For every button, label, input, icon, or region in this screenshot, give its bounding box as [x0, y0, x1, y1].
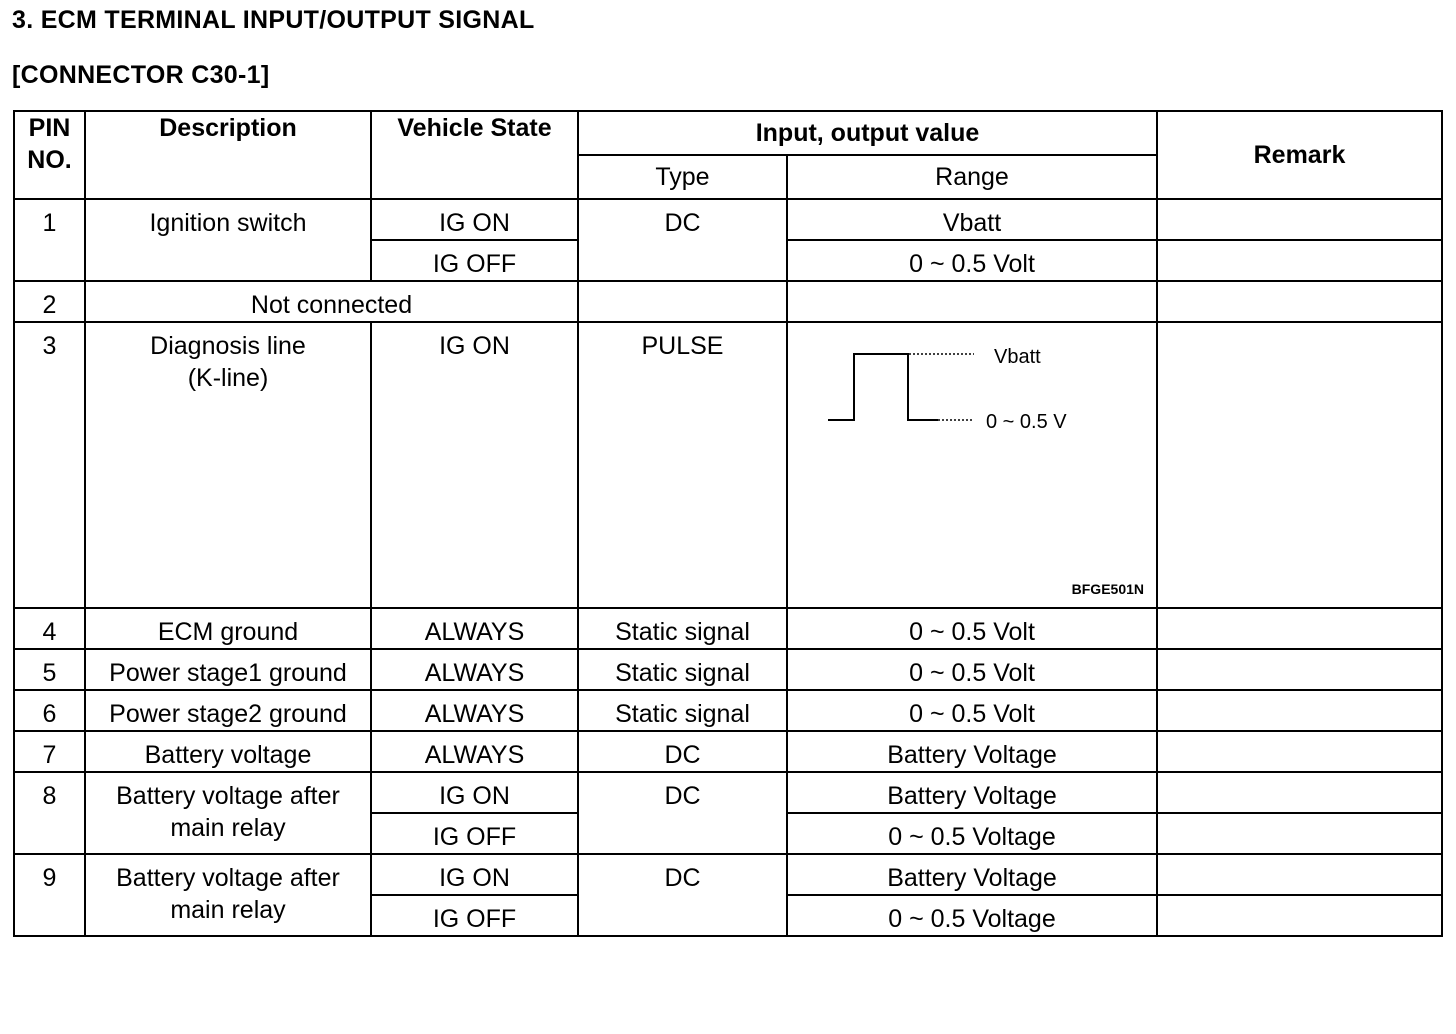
remark-cell: [1157, 281, 1442, 322]
state-cell: ALWAYS: [371, 690, 578, 731]
remark-cell: [1157, 199, 1442, 240]
table-row: [14, 608, 1442, 649]
state-cell: ALWAYS: [371, 649, 578, 690]
state-cell: IG OFF: [371, 240, 578, 281]
header-pin: PIN NO.: [14, 111, 85, 199]
connector-title: [CONNECTOR C30-1]: [12, 61, 270, 89]
pulse-waveform: [788, 323, 1158, 613]
state-cell: IG ON: [371, 854, 578, 895]
header-description: Description: [85, 111, 371, 199]
type-cell: PULSE: [578, 322, 787, 608]
table-row: [14, 772, 1442, 813]
signal-table: [13, 110, 1443, 937]
range-cell: Vbatt: [787, 199, 1157, 240]
remark-cell: [1157, 813, 1442, 854]
description-cell: [85, 322, 371, 608]
remark-cell: [1157, 240, 1442, 281]
section-title: 3. ECM TERMINAL INPUT/OUTPUT SIGNAL: [12, 6, 535, 34]
table-row: [14, 322, 1442, 608]
pin-cell: 8: [14, 772, 85, 854]
range-cell: 0 ~ 0.5 Volt: [787, 690, 1157, 731]
type-cell: DC: [578, 854, 787, 936]
table-row: [14, 281, 1442, 322]
header-remark: Remark: [1157, 111, 1442, 199]
range-cell: Battery Voltage: [787, 854, 1157, 895]
pin-cell: 6: [14, 690, 85, 731]
description-cell: Battery voltage after main relay: [85, 772, 371, 854]
state-cell: ALWAYS: [371, 608, 578, 649]
description-cell: Power stage2 ground: [85, 690, 371, 731]
pin-cell: 1: [14, 199, 85, 281]
state-cell: IG OFF: [371, 895, 578, 936]
type-cell: Static signal: [578, 690, 787, 731]
high-level-label: Vbatt: [994, 346, 1041, 368]
pin-cell: 7: [14, 731, 85, 772]
state-cell: IG ON: [371, 772, 578, 813]
remark-cell: [1157, 690, 1442, 731]
waveform-trace: [828, 354, 938, 420]
figure-code: BFGE501N: [1071, 581, 1144, 597]
pin-cell: 3: [14, 322, 85, 608]
type-cell: Static signal: [578, 608, 787, 649]
range-cell: [787, 281, 1157, 322]
remark-cell: [1157, 854, 1442, 895]
range-cell: 0 ~ 0.5 Volt: [787, 608, 1157, 649]
header-io-value: Input, output value: [578, 111, 1157, 155]
type-cell: DC: [578, 199, 787, 281]
state-cell: IG OFF: [371, 813, 578, 854]
range-cell: 0 ~ 0.5 Voltage: [787, 895, 1157, 936]
waveform-cell: [787, 322, 1157, 608]
range-cell: 0 ~ 0.5 Volt: [787, 649, 1157, 690]
table-row: [14, 854, 1442, 895]
state-cell: IG ON: [371, 322, 578, 608]
remark-cell: [1157, 608, 1442, 649]
range-cell: 0 ~ 0.5 Volt: [787, 240, 1157, 281]
remark-cell: [1157, 895, 1442, 936]
type-cell: [578, 281, 787, 322]
range-cell: 0 ~ 0.5 Voltage: [787, 813, 1157, 854]
table-row: [14, 649, 1442, 690]
description-cell: Battery voltage: [85, 731, 371, 772]
state-cell: IG ON: [371, 199, 578, 240]
state-cell: ALWAYS: [371, 731, 578, 772]
table-row: [14, 690, 1442, 731]
range-cell: Battery Voltage: [787, 772, 1157, 813]
pin-cell: 4: [14, 608, 85, 649]
description-cell: Battery voltage after main relay: [85, 854, 371, 936]
header-vehicle-state: Vehicle State: [371, 111, 578, 199]
low-level-label: 0 ~ 0.5 V: [986, 411, 1067, 433]
header-type: Type: [578, 155, 787, 199]
table-row: [14, 731, 1442, 772]
type-cell: DC: [578, 731, 787, 772]
pin-cell: 2: [14, 281, 85, 322]
header-range: Range: [787, 155, 1157, 199]
description-cell: ECM ground: [85, 608, 371, 649]
range-cell: Battery Voltage: [787, 731, 1157, 772]
pin-cell: 5: [14, 649, 85, 690]
type-cell: Static signal: [578, 649, 787, 690]
remark-cell: [1157, 322, 1442, 608]
remark-cell: [1157, 772, 1442, 813]
remark-cell: [1157, 649, 1442, 690]
description-cell: Not connected: [85, 281, 578, 322]
description-line-1: Diagnosis line: [150, 332, 306, 360]
pin-cell: 9: [14, 854, 85, 936]
table-row: [14, 199, 1442, 240]
description-cell: Ignition switch: [85, 199, 371, 281]
type-cell: DC: [578, 772, 787, 854]
remark-cell: [1157, 731, 1442, 772]
description-cell: Power stage1 ground: [85, 649, 371, 690]
description-line-2: (K-line): [187, 364, 269, 392]
